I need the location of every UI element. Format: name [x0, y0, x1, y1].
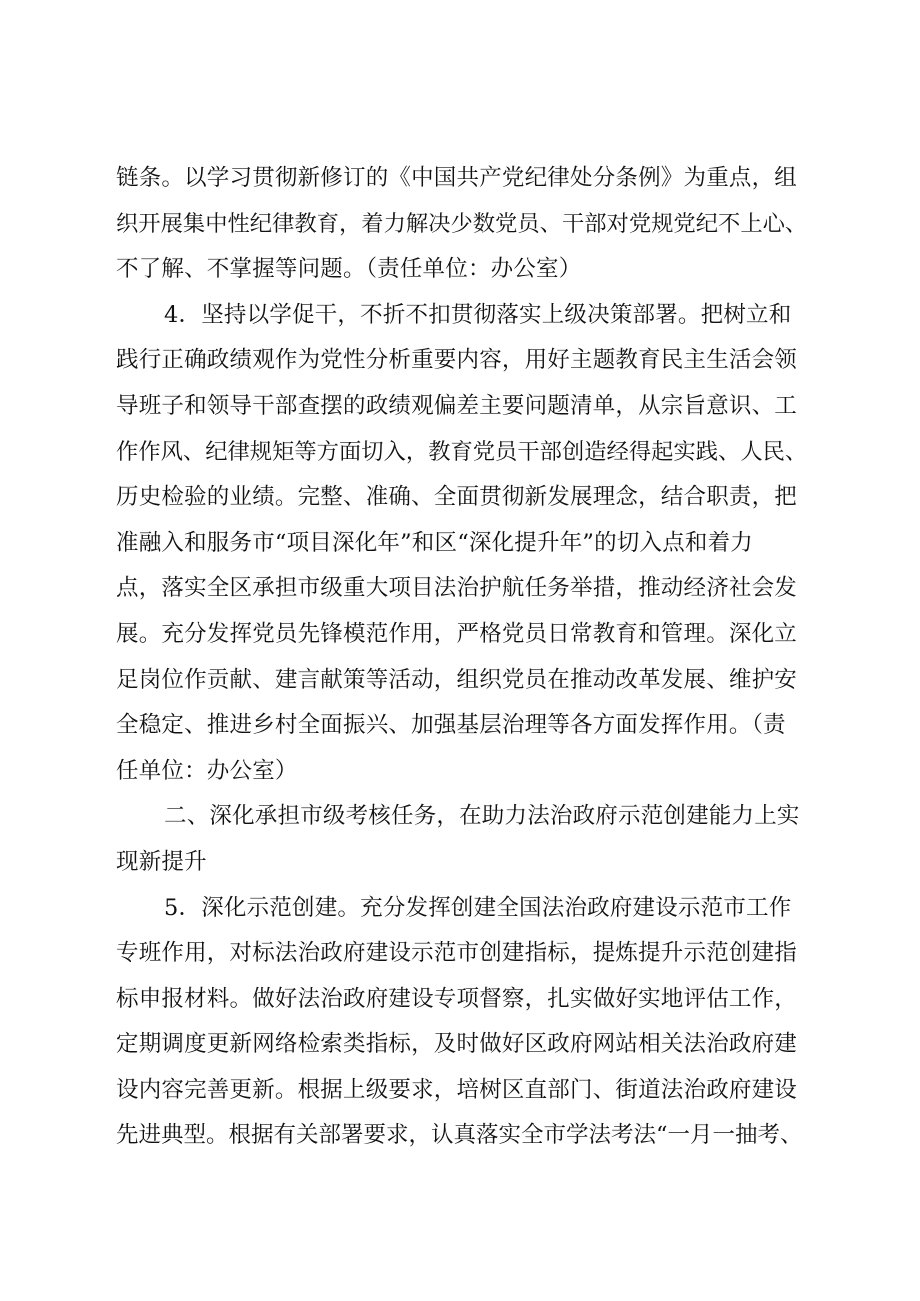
text-line: 不了解、不掌握等问题。（责任单位：办公室） — [116, 256, 582, 283]
text-line: 准融入和服务市“项目深化年”和区“深化提升年”的切入点和着力 — [116, 529, 754, 556]
text-line: 展。充分发挥党员先锋模范作用，严格党员日常教育和管理。深化立 — [116, 620, 798, 647]
text-line: 链条。以学习贯彻新修订的《中国共产党纪律处分条例》为重点，组 — [116, 165, 798, 191]
text-line: 点，落实全区承担市级重大项目法治护航任务举措，推动经济社会发 — [116, 575, 798, 602]
paragraph-item-5 — [116, 886, 808, 1160]
text-line: 历史检验的业绩。完整、准确、全面贯彻新发展理念，结合职责，把 — [116, 484, 798, 511]
text-line: 全稳定、推进乡村全面振兴、加强基层治理等各方面发挥作用。（责 — [116, 712, 786, 739]
text-line: 任单位：办公室） — [116, 757, 298, 784]
text-line: 定期调度更新网络检索类指标，及时做好区政府网站相关法治政府建 — [116, 1031, 798, 1058]
text-line: 专班作用，对标法治政府建设示范市创建指标，提炼提升示范创建指 — [116, 940, 798, 967]
text-line: 现新提升 — [116, 848, 207, 875]
section-heading-2 — [116, 794, 808, 885]
text-line: 足岗位作贡献、建言献策等活动，组织党员在推动改革发展、维护安 — [116, 666, 798, 693]
text-line: 织开展集中性纪律教育，着力解决少数党员、干部对党规党纪不上心、 — [116, 210, 808, 237]
text-line: 4．坚持以学促干，不折不扣贯彻落实上级决策部署。把树立和 — [164, 301, 792, 328]
text-line: 5．深化示范创建。充分发挥创建全国法治政府建设示范市工作 — [164, 894, 792, 921]
text-line: 二、深化承担市级考核任务，在助力法治政府示范创建能力上实 — [164, 803, 800, 830]
paragraph-discipline-education — [116, 156, 808, 293]
text-line: 先进典型。根据有关部署要求，认真落实全市学法考法“一月一抽考、 — [116, 1122, 803, 1149]
text-line: 标申报材料。做好法治政府建设专项督察，扎实做好实地评估工作， — [116, 985, 798, 1012]
paragraph-item-4 — [116, 293, 808, 795]
text-line: 导班子和领导干部查摆的政绩观偏差主要问题清单，从宗旨意识、工 — [116, 392, 798, 419]
document-page — [116, 156, 808, 1159]
text-line: 作作风、纪律规矩等方面切入，教育党员干部创造经得起实践、人民、 — [116, 438, 808, 465]
text-line: 设内容完善更新。根据上级要求，培树区直部门、街道法治政府建设 — [116, 1076, 798, 1103]
text-line: 践行正确政绩观作为党性分析重要内容，用好主题教育民主生活会领 — [116, 347, 798, 374]
